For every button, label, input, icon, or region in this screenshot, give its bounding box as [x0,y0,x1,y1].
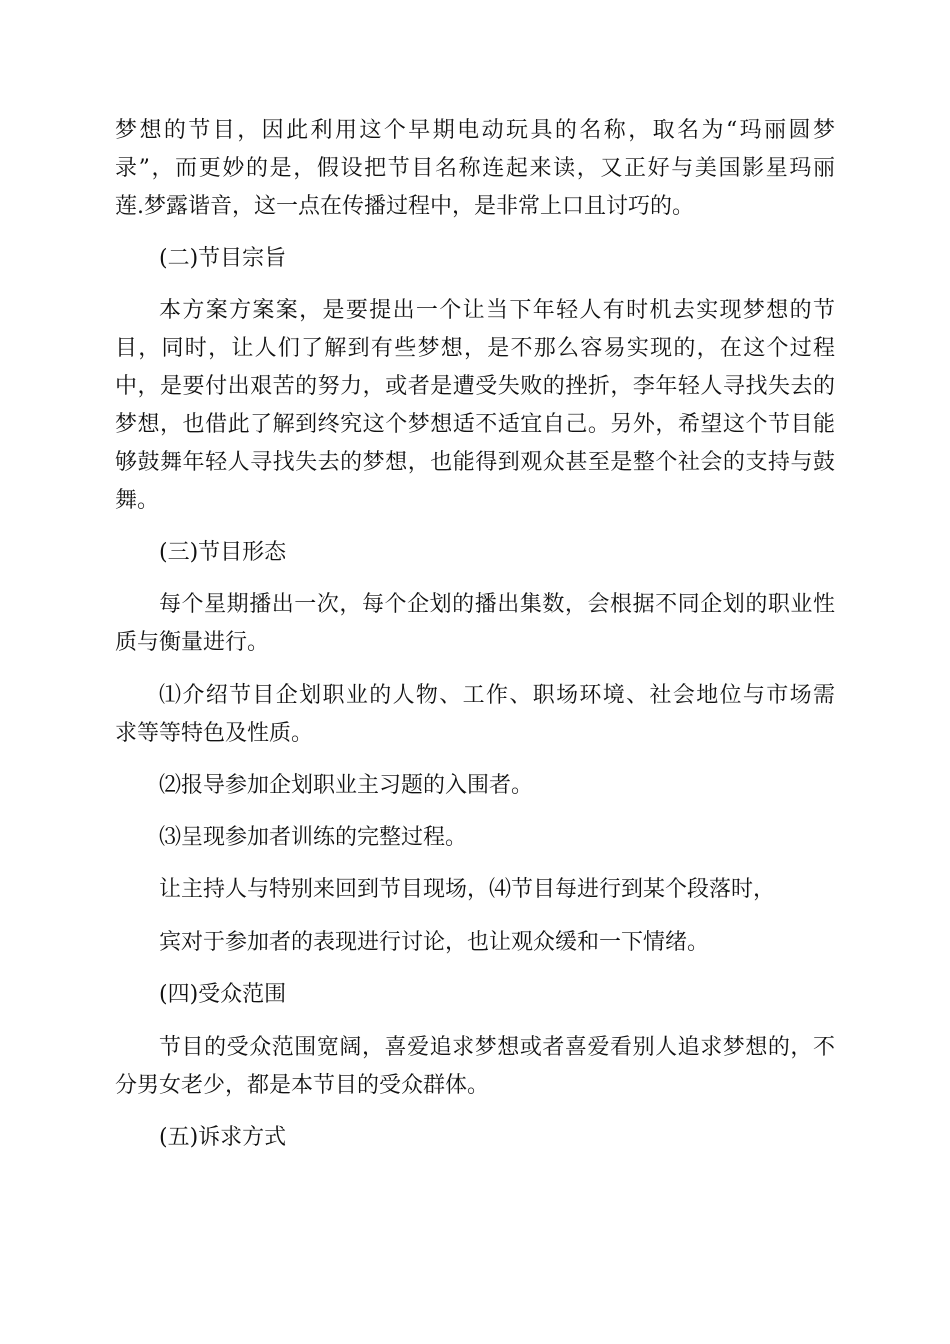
section-heading: (二)节目宗旨 [159,246,287,271]
body-text-line: 节目的受众范围宽阔，喜爱追求梦想或者喜爱看别人追求梦想的，不 [159,1035,835,1060]
body-text-line: 舞。 [115,488,160,513]
section-heading: (四)受众范围 [159,982,287,1007]
body-text-line: 梦想的节目，因此利用这个早期电动玩具的名称，取名为“玛丽圆梦 [115,118,835,143]
section-heading: (五)诉求方式 [159,1125,287,1150]
list-item-continuation: 求等等特色及性质。 [115,721,314,746]
section-heading: (三)节目形态 [159,540,287,565]
body-text-line: 质与衡量进行。 [115,630,270,655]
body-text-line: 让主持人与特别来回到节目现场，⑷节目每进行到某个段落时， [159,877,776,902]
list-item: ⑴介绍节目企划职业的人物、工作、职场环境、社会地位与市场需 [159,683,835,708]
body-text-line: 梦想，也借此了解到终究这个梦想适不适宜自己。另外，希望这个节目能 [115,412,835,437]
body-text-line: 宾对于参加者的表现进行讨论，也让观众缓和一下情绪。 [159,930,710,955]
body-text-line: 中，是要付出艰苦的努力，或者是遭受失败的挫折，李年轻人寻找失去的 [115,374,835,399]
list-item: ⑶呈现参加者训练的完整过程。 [159,825,468,850]
body-text-line: 莲.梦露谐音，这一点在传播过程中，是非常上口且讨巧的。 [115,194,694,219]
body-text-line: 录”，而更妙的是，假设把节目名称连起来读，又正好与美国影星玛丽 [115,156,835,181]
body-text-line: 每个星期播出一次，每个企划的播出集数，会根据不同企划的职业性 [159,592,835,617]
body-text-line: 目，同时，让人们了解到有些梦想，是不那么容易实现的，在这个过程 [115,336,835,361]
body-text-line: 分男女老少，都是本节目的受众群体。 [115,1073,490,1098]
body-text-line: 本方案方案案，是要提出一个让当下年轻人有时机去实现梦想的节 [159,298,835,323]
body-text-line: 够鼓舞年轻人寻找失去的梦想，也能得到观众甚至是整个社会的支持与鼓 [115,450,835,475]
list-item: ⑵报导参加企划职业主习题的入围者。 [159,773,534,798]
